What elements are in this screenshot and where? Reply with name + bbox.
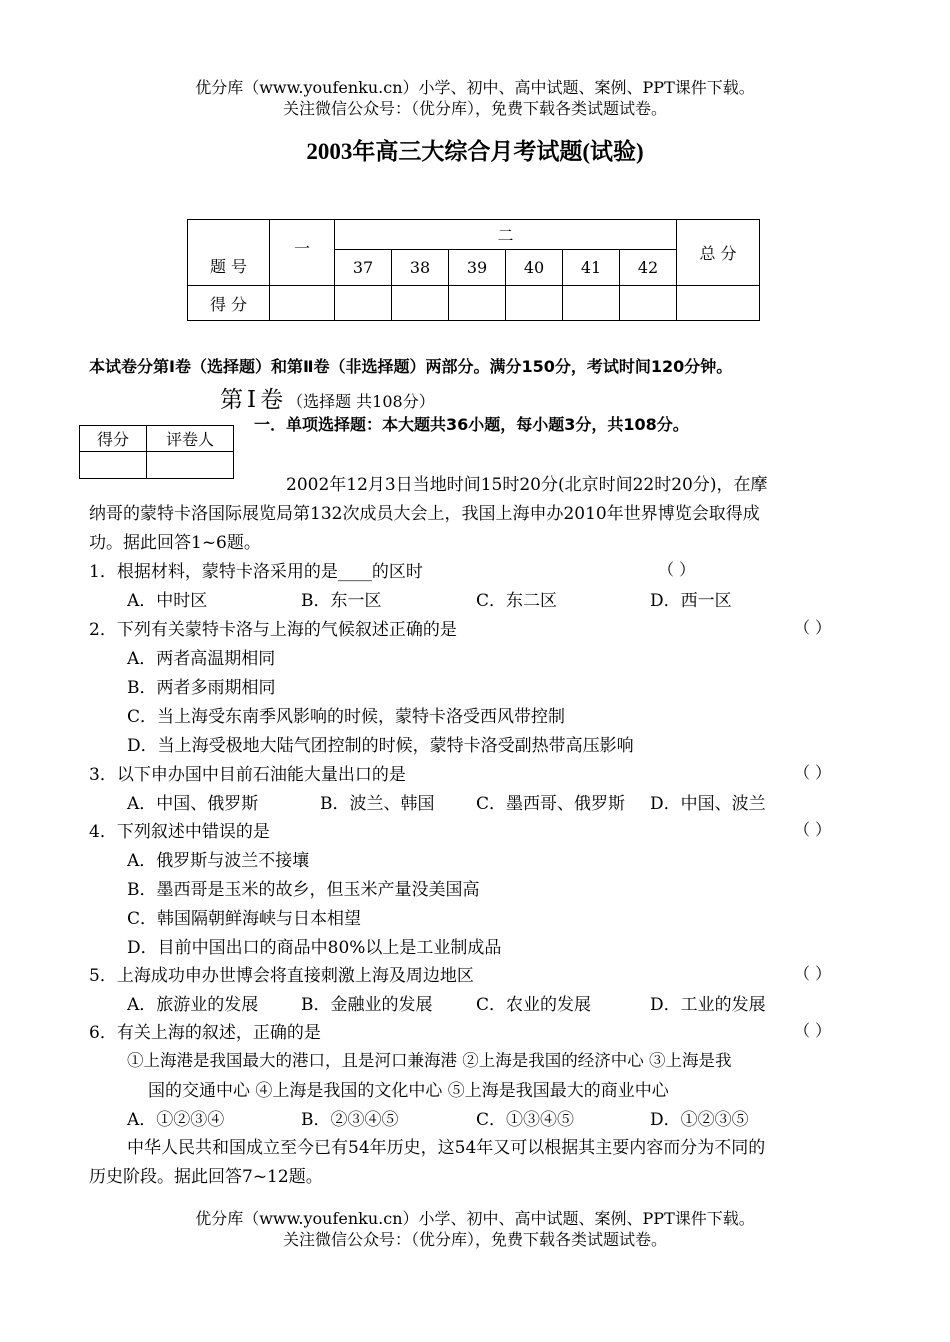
option: A．俄罗斯与波兰不接壤 [127, 851, 310, 871]
option: C．农业的发展 [476, 995, 592, 1015]
option: B．两者多雨期相同 [127, 678, 276, 698]
question-stem: 1．根据材料，蒙特卡洛采用的是____的区时 [89, 562, 423, 582]
option: B．东一区 [301, 591, 382, 611]
option: C．当上海受东南季风影响的时候，蒙特卡洛受西风带控制 [127, 707, 566, 727]
grader-name-label: 评卷人 [147, 426, 234, 452]
option: D．中国、波兰 [650, 794, 766, 814]
question-number-cell: 38 [392, 250, 449, 286]
statement-line: 国的交通中心 ④上海是我国的文化中心 ⑤上海是我国最大的商业中心 [148, 1081, 669, 1101]
volume-subtitle: （选择题 共108分） [287, 392, 435, 411]
passage-line: 功。据此回答1~6题。 [89, 533, 261, 553]
passage-line: 2002年12月3日当地时间15时20分(北京时间22时20分)，在摩 [286, 475, 768, 495]
score-empty-cell [677, 286, 760, 321]
score-empty-cell [335, 286, 392, 321]
answer-paren: （ ） [794, 763, 832, 782]
question-number-cell: 42 [620, 250, 677, 286]
option: A．两者高温期相同 [127, 649, 276, 669]
option: D．工业的发展 [650, 995, 766, 1015]
question-stem: 6．有关上海的叙述，正确的是 [89, 1023, 321, 1043]
question-number-cell: 39 [449, 250, 506, 286]
grader-empty-cell [147, 452, 234, 479]
option: A．中时区 [127, 591, 208, 611]
option: C．东二区 [476, 591, 558, 611]
option: D．当上海受极地大陆气团控制的时候，蒙特卡洛受副热带高压影响 [127, 736, 634, 756]
part-two-cell: 二 [335, 220, 677, 250]
part-one-cell: 一 [270, 220, 335, 286]
option: A．中国、俄罗斯 [127, 794, 259, 814]
option: A．①②③④ [127, 1110, 225, 1130]
statement-line: ①上海港是我国最大的港口，且是河口兼海港 ②上海是我国的经济中心 ③上海是我 [127, 1051, 732, 1070]
question-number-cell: 40 [506, 250, 563, 286]
question-number-cell: 41 [563, 250, 620, 286]
score-empty-cell [449, 286, 506, 321]
grader-table [79, 425, 234, 479]
answer-paren: （ ） [658, 560, 696, 579]
score-empty-cell [392, 286, 449, 321]
volume-heading [220, 381, 435, 414]
grader-score-label: 得分 [80, 426, 147, 452]
score-empty-cell [270, 286, 335, 321]
option: B．金融业的发展 [301, 995, 433, 1015]
passage-line: 中华人民共和国成立至今已有54年历史，这54年又可以根据其主要内容而分为不同的 [127, 1138, 766, 1158]
option: D．①②③⑤ [650, 1110, 749, 1130]
option: B．墨西哥是玉米的故乡，但玉米产量没美国高 [127, 880, 480, 900]
option: C．①③④⑤ [476, 1110, 575, 1130]
grader-empty-cell [80, 452, 147, 479]
score-empty-cell [620, 286, 677, 321]
option: C．韩国隔朝鲜海峡与日本相望 [127, 909, 362, 929]
section-heading: 一．单项选择题：本大题共36小题，每小题3分，共108分。 [254, 415, 689, 434]
passage-line: 纳哥的蒙特卡洛国际展览局第132次成员大会上，我国上海申办2010年世界博览会取得成 [89, 504, 760, 524]
total-cell: 总 分 [677, 220, 760, 286]
score-table [187, 219, 760, 321]
score-empty-cell [506, 286, 563, 321]
option: D．西一区 [650, 591, 732, 611]
option: C．墨西哥、俄罗斯 [476, 794, 626, 814]
header-line-1: 优分库（www.youfenku.cn）小学、初中、高中试题、案例、PPT课件下载。 [195, 78, 755, 97]
header-line-2: 关注微信公众号：（优分库），免费下载各类试题试卷。 [282, 99, 667, 118]
answer-paren: （ ） [794, 618, 832, 637]
volume-title: 第Ⅰ卷 [220, 387, 288, 413]
footer-line-1: 优分库（www.youfenku.cn）小学、初中、高中试题、案例、PPT课件下载。 [195, 1209, 755, 1228]
question-stem: 4．下列叙述中错误的是 [89, 822, 270, 842]
score-empty-cell [563, 286, 620, 321]
answer-paren: （ ） [794, 1021, 832, 1040]
answer-paren: （ ） [794, 820, 832, 839]
question-number-cell: 37 [335, 250, 392, 286]
passage-line: 历史阶段。据此回答7~12题。 [89, 1167, 323, 1187]
question-stem: 2．下列有关蒙特卡洛与上海的气候叙述正确的是 [89, 620, 457, 640]
page-title: 2003年高三大综合月考试题(试验) [306, 139, 644, 164]
footer-line-2: 关注微信公众号：（优分库），免费下载各类试题试卷。 [282, 1230, 667, 1249]
intro-text: 本试卷分第Ⅰ卷（选择题）和第Ⅱ卷（非选择题）两部分。满分150分，考试时间120分钟。 [89, 357, 733, 376]
score-label-cell: 得 分 [188, 286, 270, 321]
row-label-cell: 题 号 [188, 220, 270, 286]
question-stem: 5．上海成功申办世博会将直接刺激上海及周边地区 [89, 966, 474, 986]
question-stem: 3．以下申办国中目前石油能大量出口的是 [89, 765, 406, 785]
option: D．目前中国出口的商品中80%以上是工业制成品 [127, 938, 502, 958]
option: B．②③④⑤ [301, 1110, 399, 1130]
answer-paren: （ ） [794, 964, 832, 983]
option: A．旅游业的发展 [127, 995, 259, 1015]
option: B．波兰、韩国 [320, 794, 435, 814]
